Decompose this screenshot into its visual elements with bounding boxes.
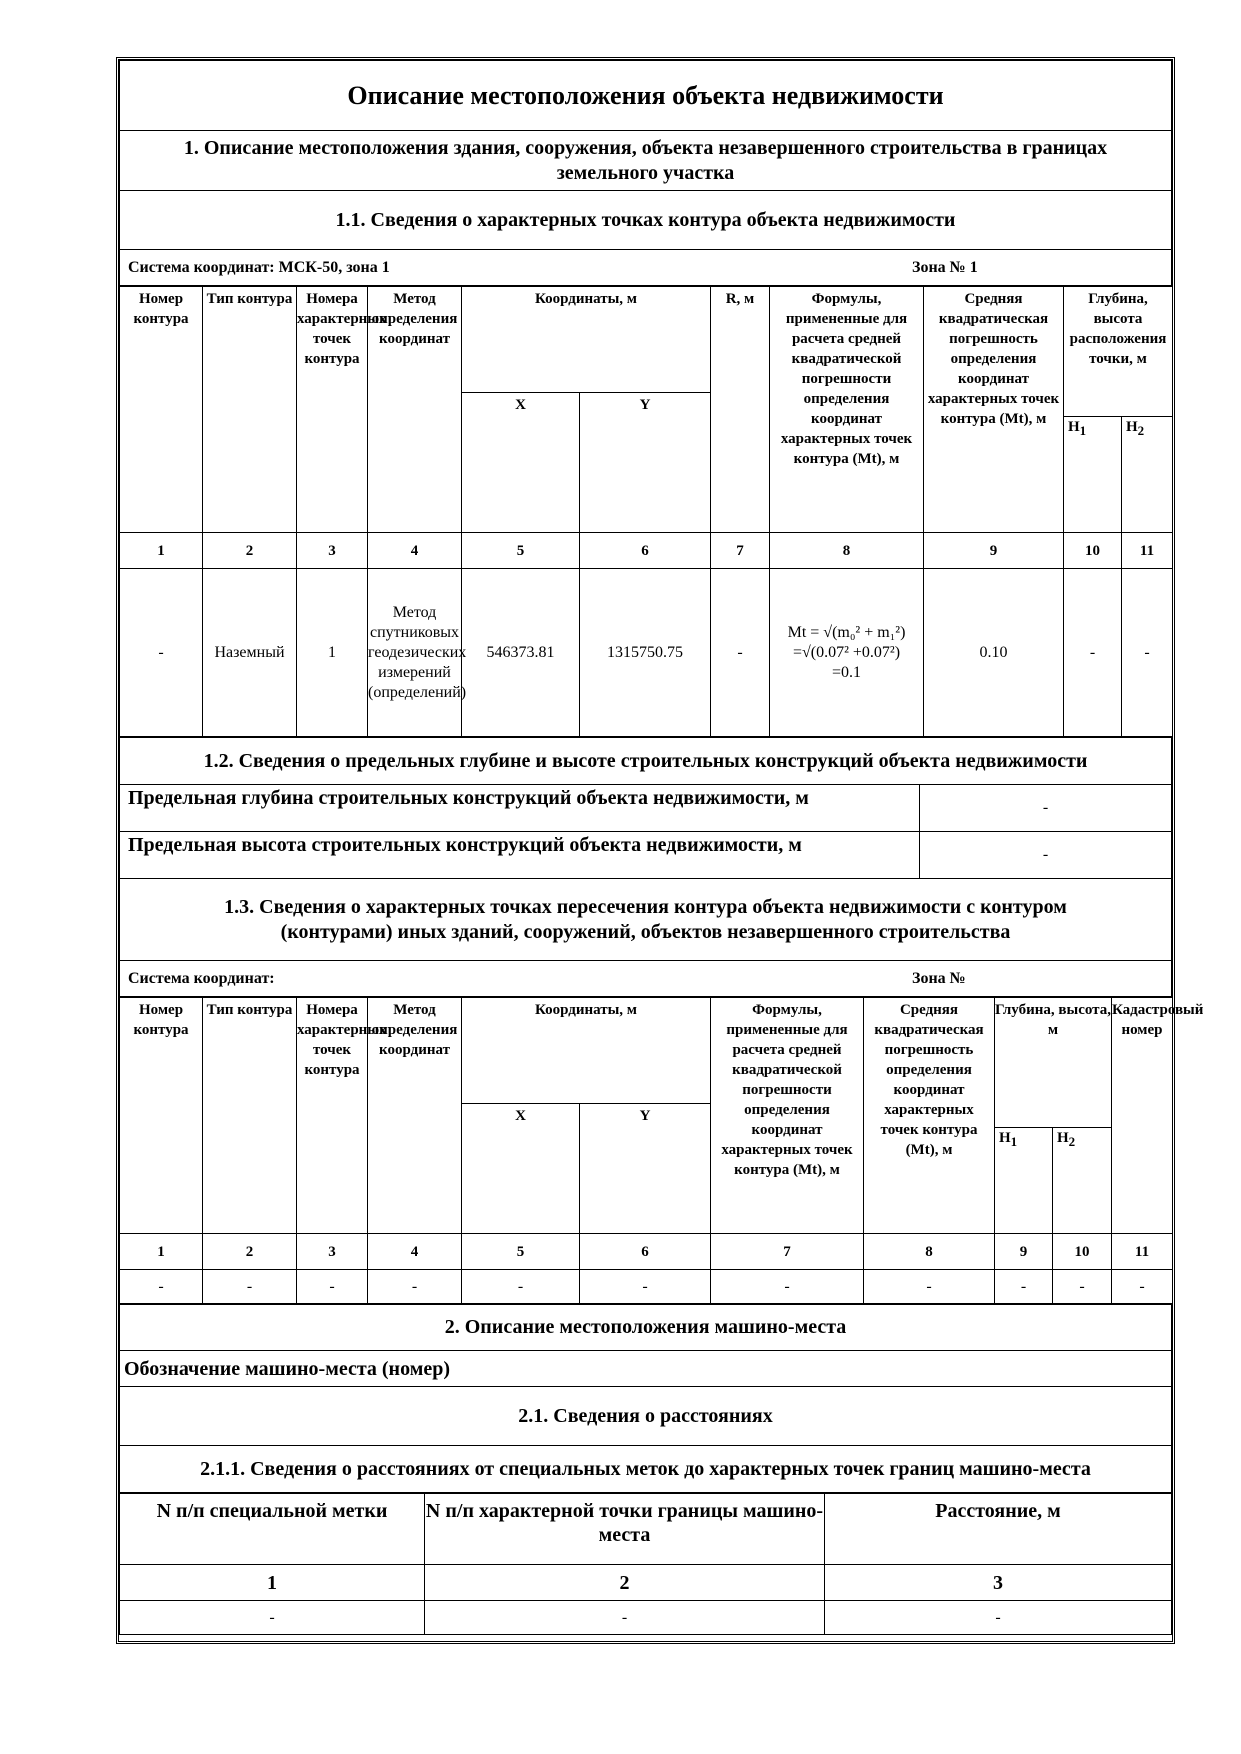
hdr-contour-num: Номер контура bbox=[120, 998, 203, 1234]
col-number: 3 bbox=[297, 533, 368, 569]
col-number: 11 bbox=[1122, 533, 1173, 569]
hdr-contour-type: Тип контура bbox=[203, 998, 297, 1234]
col-number: 2 bbox=[203, 533, 297, 569]
limits-table bbox=[119, 737, 1172, 997]
contour-points-table bbox=[119, 286, 1173, 737]
cell-h2: - bbox=[1122, 569, 1173, 737]
hdr-h2: $Н_2$ bbox=[1122, 417, 1173, 533]
parking-designation: Обозначение машино-места (номер) bbox=[120, 1351, 1172, 1387]
hdr-h2: $Н_2$ bbox=[1053, 1128, 1112, 1234]
col-number: 3 bbox=[825, 1565, 1172, 1601]
zone-label: Зона № 1 bbox=[912, 258, 978, 276]
document-frame bbox=[116, 57, 1204, 1644]
hdr-depth: Глубина, высота, м bbox=[995, 998, 1112, 1128]
hdr-mean-error: Средняя квадратическая погрешность определения координат характерных точек контура (Mt), м bbox=[924, 287, 1064, 533]
section21-title: 2.1. Сведения о расстояниях bbox=[120, 1387, 1172, 1446]
cell: - bbox=[462, 1270, 580, 1304]
formula-line-3: =0.1 bbox=[831, 663, 862, 681]
hdr-h1: $Н_1$ bbox=[995, 1128, 1053, 1234]
hdr-y: Y bbox=[580, 393, 711, 533]
formula-line-1: Mt = √(m₀² + m₁²) bbox=[787, 623, 906, 641]
hdr-x: X bbox=[462, 393, 580, 533]
cell-contour-type: Наземный bbox=[203, 569, 297, 737]
title-table bbox=[119, 60, 1172, 286]
cell: - bbox=[368, 1270, 462, 1304]
col-number: 4 bbox=[368, 1234, 462, 1270]
section2-table bbox=[119, 1304, 1172, 1493]
cell: - bbox=[825, 1601, 1172, 1635]
depth-label: Предельная глубина строительных конструкций объекта недвижимости, м bbox=[120, 785, 920, 832]
section211-title: 2.1.1. Сведения о расстояниях от специальных меток до характерных точек границ машино-места bbox=[120, 1446, 1172, 1493]
coord-system-label-2: Система координат: bbox=[128, 969, 275, 987]
col-number: 10 bbox=[1053, 1234, 1112, 1270]
section11-title: 1.1. Сведения о характерных точках контура объекта недвижимости bbox=[120, 191, 1172, 250]
hdr-point-nums: Номера характерных точек контура bbox=[297, 998, 368, 1234]
hdr-distance: Расстояние, м bbox=[825, 1494, 1172, 1565]
hdr-contour-num: Номер контура bbox=[120, 287, 203, 533]
hdr-depth: Глубина, высота расположения точки, м bbox=[1064, 287, 1173, 417]
table-row bbox=[120, 1270, 1173, 1304]
cell: - bbox=[120, 1270, 203, 1304]
col-number: 8 bbox=[770, 533, 924, 569]
cell-h1: - bbox=[1064, 569, 1122, 737]
cell-r: - bbox=[711, 569, 770, 737]
hdr-point-nums: Номера характерных точек контура bbox=[297, 287, 368, 533]
page-title: Описание местоположения объекта недвижимости bbox=[120, 61, 1172, 131]
col-number: 1 bbox=[120, 533, 203, 569]
hdr-point-num: N п/п характерной точки границы машино-места bbox=[425, 1494, 825, 1565]
hdr-y: Y bbox=[580, 1104, 711, 1234]
col-number: 7 bbox=[711, 533, 770, 569]
distances-table bbox=[119, 1493, 1172, 1635]
cell: - bbox=[580, 1270, 711, 1304]
col-number: 4 bbox=[368, 533, 462, 569]
col-number: 2 bbox=[425, 1565, 825, 1601]
cell: - bbox=[120, 1601, 425, 1635]
formula-line-2: =√(0.07² +0.07²) bbox=[792, 643, 901, 661]
hdr-formulas: Формулы, примененные для расчета средней квадратической погрешности определения координат характерных точек контура (Mt), м bbox=[711, 998, 864, 1234]
cell: - bbox=[297, 1270, 368, 1304]
hdr-mean-error: Средняя квадратическая погрешность определения координат характерных точек контура (Mt), м bbox=[864, 998, 995, 1234]
col-number: 2 bbox=[203, 1234, 297, 1270]
cell: - bbox=[711, 1270, 864, 1304]
cell: - bbox=[203, 1270, 297, 1304]
hdr-h1: $Н_1$ bbox=[1064, 417, 1122, 533]
section2-title: 2. Описание местоположения машино-места bbox=[120, 1305, 1172, 1351]
cell-method: Метод спутниковых геодезических измерений (определений) bbox=[368, 569, 462, 737]
hdr-cadastral: Кадастровый номер bbox=[1112, 998, 1173, 1234]
cell: - bbox=[1053, 1270, 1112, 1304]
col-number: 8 bbox=[864, 1234, 995, 1270]
col-number: 5 bbox=[462, 533, 580, 569]
hdr-method: Метод определения координат bbox=[368, 287, 462, 533]
col-number: 11 bbox=[1112, 1234, 1173, 1270]
cell-contour-num: - bbox=[120, 569, 203, 737]
zone-label-2: Зона № bbox=[912, 969, 966, 987]
col-number: 10 bbox=[1064, 533, 1122, 569]
col-number: 6 bbox=[580, 1234, 711, 1270]
section12-title: 1.2. Сведения о предельных глубине и высоте строительных конструкций объекта недвижимости bbox=[120, 738, 1172, 785]
cell: - bbox=[864, 1270, 995, 1304]
coord-system-row bbox=[120, 250, 1172, 286]
col-number: 5 bbox=[462, 1234, 580, 1270]
cell: - bbox=[425, 1601, 825, 1635]
hdr-r: R, м bbox=[711, 287, 770, 533]
section13-title: 1.3. Сведения о характерных точках пересечения контура объекта недвижимости с контуром (контурами) иных зданий, сооружений, объектов незавершенного строительства bbox=[120, 879, 1172, 961]
cell-y: 1315750.75 bbox=[580, 569, 711, 737]
col-number: 1 bbox=[120, 1234, 203, 1270]
cell: - bbox=[1112, 1270, 1173, 1304]
hdr-coords: Координаты, м bbox=[462, 287, 711, 393]
hdr-formulas: Формулы, примененные для расчета средней квадратической погрешности определения координат характерных точек контура (Mt), м bbox=[770, 287, 924, 533]
table-row bbox=[120, 569, 1173, 737]
hdr-method: Метод определения координат bbox=[368, 998, 462, 1234]
cell-point-num: 1 bbox=[297, 569, 368, 737]
section1-title: 1. Описание местоположения здания, сооружения, объекта незавершенного строительства в границах земельного участка bbox=[120, 131, 1172, 191]
hdr-coords: Координаты, м bbox=[462, 998, 711, 1104]
coord-system-row-2 bbox=[120, 961, 1172, 997]
cell-x: 546373.81 bbox=[462, 569, 580, 737]
height-value: - bbox=[920, 832, 1172, 879]
cell-mean-error: 0.10 bbox=[924, 569, 1064, 737]
col-number: 3 bbox=[297, 1234, 368, 1270]
col-number: 9 bbox=[995, 1234, 1053, 1270]
col-number: 7 bbox=[711, 1234, 864, 1270]
col-number: 6 bbox=[580, 533, 711, 569]
cell-formula bbox=[770, 569, 924, 737]
table-row bbox=[120, 1601, 1172, 1635]
hdr-mark-num: N п/п специальной метки bbox=[120, 1494, 425, 1565]
cell: - bbox=[995, 1270, 1053, 1304]
intersection-points-table bbox=[119, 997, 1204, 1304]
coord-system-label: Система координат: МСК-50, зона 1 bbox=[128, 258, 390, 276]
col-number: 9 bbox=[924, 533, 1064, 569]
height-label: Предельная высота строительных конструкций объекта недвижимости, м bbox=[120, 832, 920, 879]
depth-value: - bbox=[920, 785, 1172, 832]
hdr-x: X bbox=[462, 1104, 580, 1234]
col-number: 1 bbox=[120, 1565, 425, 1601]
hdr-contour-type: Тип контура bbox=[203, 287, 297, 533]
